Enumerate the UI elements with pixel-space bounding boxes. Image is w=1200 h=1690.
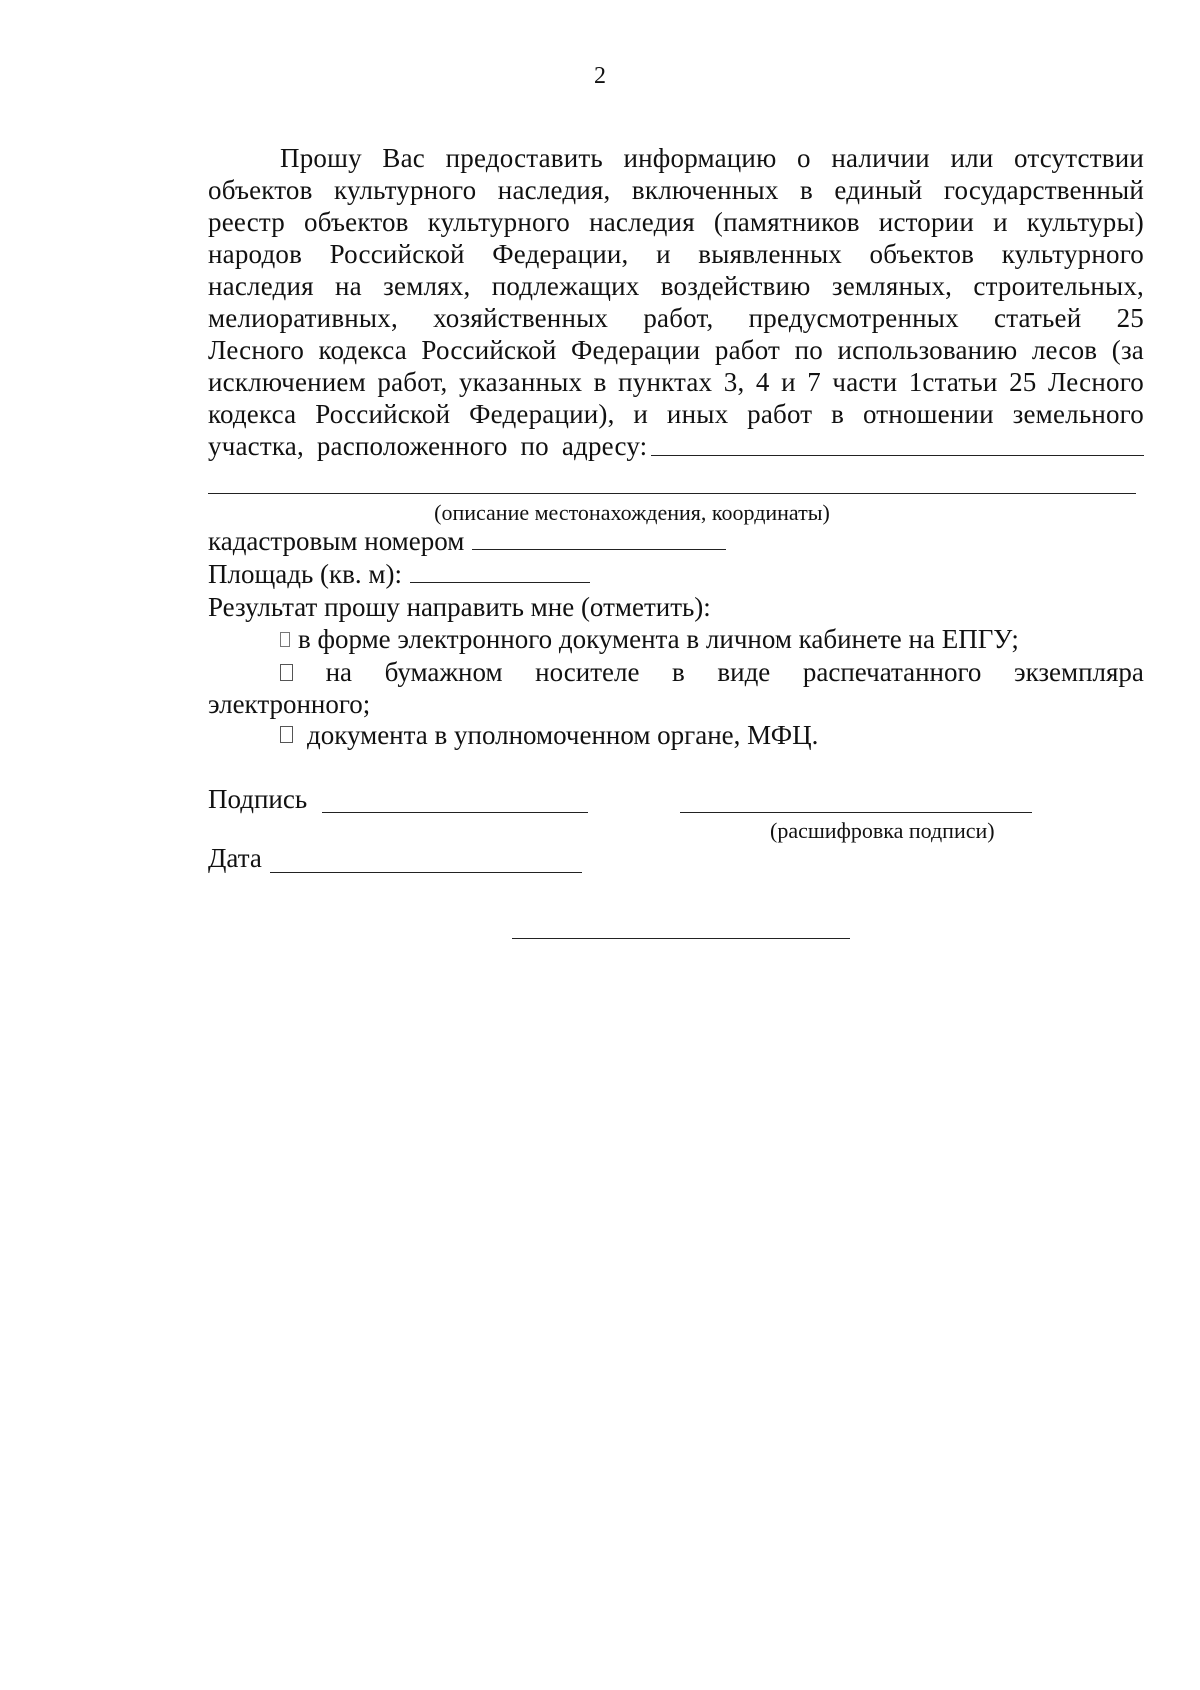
paragraph-line: Лесного кодекса Российской Федерации работ по использованию лесов (за: [208, 335, 1144, 365]
option-label: документа в уполномоченном органе, МФЦ.: [307, 720, 819, 750]
option-word: бумажном: [384, 657, 503, 687]
paragraph-line: мелиоративных, хозяйственных работ, предусмотренных статьей 25: [208, 303, 1144, 333]
location-caption: (описание местонахождения, координаты): [434, 500, 830, 525]
option-word: на: [325, 657, 353, 687]
result-label: Результат прошу направить мне (отметить):: [208, 592, 711, 622]
signature-name-blank[interactable]: [680, 812, 1032, 813]
date-blank[interactable]: [270, 872, 582, 873]
signature-caption: (расшифровка подписи): [770, 818, 995, 843]
option-label: в форме электронного документа в личном кабинете на ЕПГУ;: [298, 624, 1019, 654]
signature-blank[interactable]: [322, 812, 588, 813]
cadastral-label: кадастровым номером: [208, 526, 465, 556]
option-mfc[interactable]: [280, 722, 818, 749]
closing-divider: [512, 938, 850, 939]
option-paper[interactable]: [208, 656, 1144, 720]
area-row: [208, 561, 590, 588]
address-label: участка, расположенного по адресу:: [208, 431, 648, 461]
date-label: Дата: [208, 843, 262, 873]
page-number: 2: [594, 63, 606, 89]
paragraph-line: исключением работ, указанных в пунктах 3, 4 и 7 части 1статьи 25 Лесного: [208, 367, 1144, 397]
area-blank[interactable]: [410, 581, 590, 583]
address-continuation-line[interactable]: [208, 493, 1136, 494]
checkbox[interactable]: [280, 664, 293, 681]
option-word: в: [672, 657, 685, 687]
address-blank[interactable]: [651, 454, 1144, 456]
paragraph-line: наследия на землях, подлежащих воздействию земляных, строительных,: [208, 271, 1144, 301]
cadastral-row: [208, 528, 726, 555]
checkbox[interactable]: [280, 726, 293, 743]
option-label-continued: электронного;: [208, 689, 371, 719]
paragraph-line: объектов культурного наследия, включенных в единый государственный: [208, 175, 1144, 205]
cadastral-number-blank[interactable]: [472, 548, 726, 550]
request-paragraph: [208, 142, 1144, 462]
paragraph-line: народов Российской Федерации, и выявленных объектов культурного: [208, 239, 1144, 269]
option-word: распечатанного: [802, 657, 982, 687]
option-word: экземпляра: [1014, 657, 1144, 687]
option-word: носителе: [535, 657, 640, 687]
paragraph-line: кодекса Российской Федерации), и иных работ в отношении земельного: [208, 399, 1144, 429]
area-label: Площадь (кв. м):: [208, 559, 402, 589]
option-word: виде: [717, 657, 771, 687]
paragraph-line: реестр объектов культурного наследия (памятников истории и культуры): [208, 207, 1144, 237]
paragraph-line: Прошу Вас предоставить информацию о наличии или отсутствии: [280, 143, 1144, 173]
signature-label: Подпись: [208, 784, 308, 814]
checkbox[interactable]: [280, 632, 290, 647]
option-epgu[interactable]: [280, 626, 1019, 653]
